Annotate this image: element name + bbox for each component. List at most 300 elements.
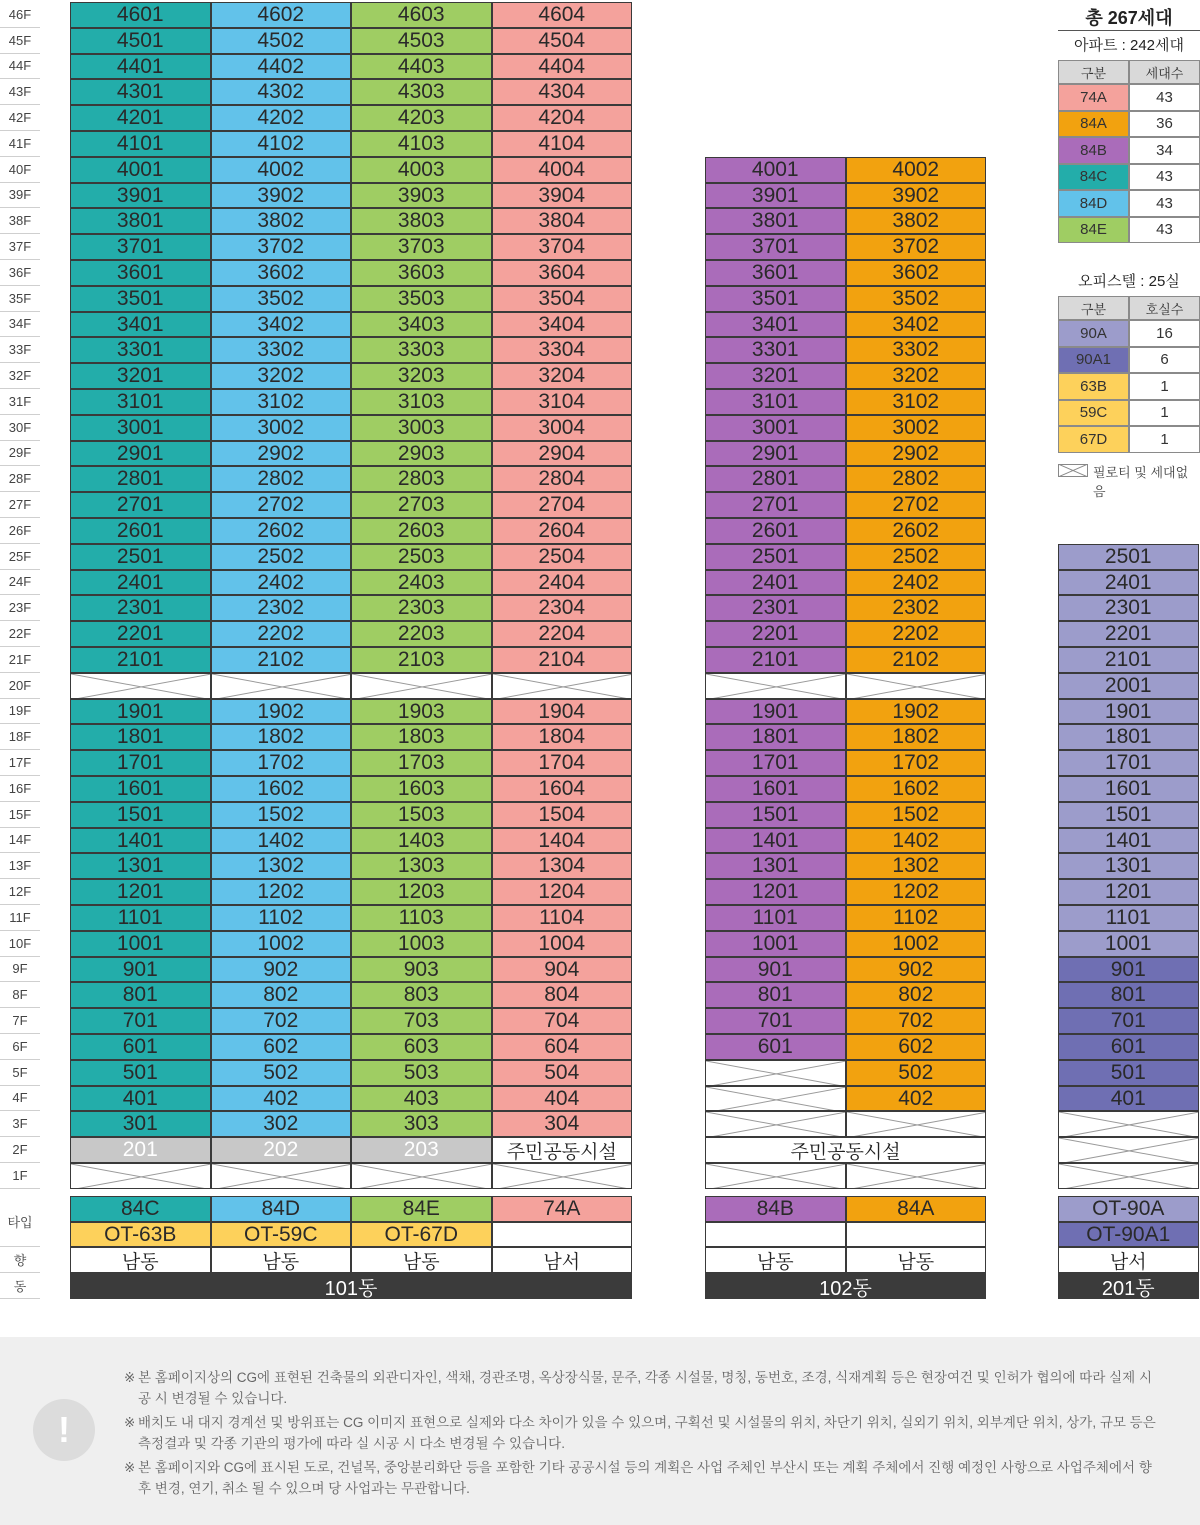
floor-label: 18F bbox=[0, 724, 40, 750]
unit-cell: 1201 bbox=[705, 879, 846, 905]
direction-label: 남동 bbox=[70, 1247, 211, 1273]
unit-cell: 3303 bbox=[351, 337, 492, 363]
community-facility: 주민공동시설 bbox=[492, 1137, 633, 1163]
floor-label: 19F bbox=[0, 699, 40, 725]
unit-cell: 3204 bbox=[492, 363, 633, 389]
unit-cell: 4502 bbox=[211, 28, 352, 54]
unit-cell: 4001 bbox=[705, 157, 846, 183]
unit-cell: 1302 bbox=[846, 853, 987, 879]
unit-cell: 4304 bbox=[492, 79, 633, 105]
unit-cell: 3202 bbox=[211, 363, 352, 389]
floor-label: 27F bbox=[0, 492, 40, 518]
disclaimer-note-1: ※ 본 홈페이지상의 CG에 표현된 건축물의 외관디자인, 색채, 경관조명, 옥상장식물, 문주, 각종 시설물, 명칭, 동번호, 조경, 식재계획 등은 현장여건 및 인허가 협의에 따라 실제 시공 시 변경될 수 있습니다. bbox=[124, 1367, 1164, 1409]
floor-label: 15F bbox=[0, 802, 40, 828]
unit-cell: 1603 bbox=[351, 776, 492, 802]
unit-cell: 501 bbox=[70, 1060, 211, 1086]
unit-cell: 3703 bbox=[351, 234, 492, 260]
unit-cell: 2304 bbox=[492, 595, 633, 621]
unit-cell: 3004 bbox=[492, 415, 633, 441]
unit-cell: 1101 bbox=[1058, 905, 1199, 931]
legend-officetel-title: 오피스텔 : 25실 bbox=[1078, 273, 1180, 290]
legend-type-swatch: 59C bbox=[1058, 400, 1129, 427]
pilotis-cell bbox=[351, 1163, 492, 1189]
direction-label: 남서 bbox=[1058, 1247, 1199, 1273]
unit-cell: 4602 bbox=[211, 2, 352, 28]
floor-label: 6F bbox=[0, 1034, 40, 1060]
floor-label: 35F bbox=[0, 286, 40, 312]
unit-cell: 903 bbox=[351, 957, 492, 983]
unit-cell: 1602 bbox=[211, 776, 352, 802]
unit-cell: 1402 bbox=[211, 828, 352, 854]
unit-cell: 2302 bbox=[211, 595, 352, 621]
unit-cell: 4102 bbox=[211, 131, 352, 157]
pilotis-cell bbox=[846, 673, 987, 699]
unit-cell: 1401 bbox=[705, 828, 846, 854]
unit-cell: 901 bbox=[705, 957, 846, 983]
unit-cell: 3801 bbox=[705, 208, 846, 234]
unit-cell: 2102 bbox=[211, 647, 352, 673]
floor-label: 32F bbox=[0, 363, 40, 389]
pilotis-cell bbox=[846, 1163, 987, 1189]
legend-count: 43 bbox=[1129, 217, 1200, 244]
floor-label: 31F bbox=[0, 389, 40, 415]
pilotis-cell bbox=[492, 673, 633, 699]
unit-cell: 1201 bbox=[1058, 879, 1199, 905]
unit-cell: 3302 bbox=[846, 337, 987, 363]
unit-cell: 4302 bbox=[211, 79, 352, 105]
unit-cell: 3403 bbox=[351, 312, 492, 338]
unit-cell: 3002 bbox=[211, 415, 352, 441]
unit-cell: 304 bbox=[492, 1111, 633, 1137]
unit-cell: 303 bbox=[351, 1111, 492, 1137]
unit-cell: 3401 bbox=[705, 312, 846, 338]
pilotis-cell bbox=[211, 673, 352, 699]
unit-cell: 3604 bbox=[492, 260, 633, 286]
unit-cell: 2801 bbox=[705, 466, 846, 492]
unit-cell: 1201 bbox=[70, 879, 211, 905]
unit-cell: 4104 bbox=[492, 131, 633, 157]
unit-cell: 1701 bbox=[1058, 750, 1199, 776]
unit-cell: 1103 bbox=[351, 905, 492, 931]
unit-cell: 603 bbox=[351, 1034, 492, 1060]
direction-label: 남동 bbox=[705, 1247, 846, 1273]
unit-cell: 1502 bbox=[211, 802, 352, 828]
pilotis-cell bbox=[70, 1163, 211, 1189]
unit-cell: 2902 bbox=[846, 441, 987, 467]
unit-cell: 901 bbox=[70, 957, 211, 983]
legend-header: 구분 bbox=[1058, 60, 1129, 84]
unit-cell: 2401 bbox=[1058, 570, 1199, 596]
unit-cell: 3102 bbox=[846, 389, 987, 415]
unit-cell: 3802 bbox=[211, 208, 352, 234]
unit-cell: 1601 bbox=[1058, 776, 1199, 802]
unit-cell: 2701 bbox=[705, 492, 846, 518]
empty-type-cell bbox=[846, 1222, 987, 1247]
unit-cell: 3901 bbox=[705, 183, 846, 209]
unit-cell: 2204 bbox=[492, 621, 633, 647]
unit-cell: 1502 bbox=[846, 802, 987, 828]
unit-cell: 4303 bbox=[351, 79, 492, 105]
unit-cell: 3801 bbox=[70, 208, 211, 234]
unit-cell: 2203 bbox=[351, 621, 492, 647]
unit-cell: 4002 bbox=[211, 157, 352, 183]
unit-cell: 1004 bbox=[492, 931, 633, 957]
unit-cell: 2301 bbox=[70, 595, 211, 621]
unit-cell: 3001 bbox=[705, 415, 846, 441]
unit-cell: 3102 bbox=[211, 389, 352, 415]
unit-cell: 2501 bbox=[70, 544, 211, 570]
unit-cell: 3301 bbox=[70, 337, 211, 363]
unit-cell: 401 bbox=[1058, 1086, 1199, 1112]
unit-cell: 4403 bbox=[351, 54, 492, 80]
pilotis-cell bbox=[705, 1163, 846, 1189]
unit-cell: 2901 bbox=[70, 441, 211, 467]
floor-label: 45F bbox=[0, 28, 40, 54]
unit-cell: 1104 bbox=[492, 905, 633, 931]
unit-cell: 3601 bbox=[705, 260, 846, 286]
direction-label: 남동 bbox=[846, 1247, 987, 1273]
unit-cell: 1904 bbox=[492, 699, 633, 725]
unit-cell: 1301 bbox=[705, 853, 846, 879]
floor-label: 4F bbox=[0, 1086, 40, 1112]
direction-label: 남동 bbox=[211, 1247, 352, 1273]
unit-cell: 2403 bbox=[351, 570, 492, 596]
unit-type-label: 84B bbox=[705, 1196, 846, 1222]
floor-label: 36F bbox=[0, 260, 40, 286]
unit-cell: 4402 bbox=[211, 54, 352, 80]
unit-cell: 1401 bbox=[70, 828, 211, 854]
floor-label: 28F bbox=[0, 466, 40, 492]
unit-cell: 1702 bbox=[846, 750, 987, 776]
unit-cell: 1001 bbox=[1058, 931, 1199, 957]
unit-cell: 1303 bbox=[351, 853, 492, 879]
unit-cell: 1202 bbox=[846, 879, 987, 905]
floor-label: 25F bbox=[0, 544, 40, 570]
unit-cell: 3502 bbox=[846, 286, 987, 312]
unit-cell: 1801 bbox=[70, 724, 211, 750]
floor-label: 26F bbox=[0, 518, 40, 544]
unit-cell: 4301 bbox=[70, 79, 211, 105]
unit-cell: 2502 bbox=[211, 544, 352, 570]
building-label: 201동 bbox=[1058, 1273, 1199, 1299]
unit-cell: 4004 bbox=[492, 157, 633, 183]
unit-cell: 702 bbox=[846, 1008, 987, 1034]
unit-cell: 2303 bbox=[351, 595, 492, 621]
floor-label: 5F bbox=[0, 1060, 40, 1086]
unit-cell: 2001 bbox=[1058, 673, 1199, 699]
unit-type-label: 84E bbox=[351, 1196, 492, 1222]
pilotis-cell bbox=[1058, 1137, 1199, 1163]
legend-total: 총 267세대 bbox=[1085, 8, 1173, 28]
unit-cell: 503 bbox=[351, 1060, 492, 1086]
floor-label: 22F bbox=[0, 621, 40, 647]
floor-label: 37F bbox=[0, 234, 40, 260]
empty-type-cell bbox=[705, 1222, 846, 1247]
unit-cell: 2201 bbox=[70, 621, 211, 647]
floor-label: 42F bbox=[0, 105, 40, 131]
unit-cell: 3501 bbox=[70, 286, 211, 312]
unit-type-label: 84D bbox=[211, 1196, 352, 1222]
unit-cell: 4501 bbox=[70, 28, 211, 54]
unit-cell: 1101 bbox=[705, 905, 846, 931]
unit-cell: 301 bbox=[70, 1111, 211, 1137]
unit-cell: 701 bbox=[1058, 1008, 1199, 1034]
floor-label: 23F bbox=[0, 595, 40, 621]
legend-type-swatch: 90A1 bbox=[1058, 347, 1129, 374]
legend-type-swatch: 84C bbox=[1058, 164, 1129, 191]
unit-cell: 2404 bbox=[492, 570, 633, 596]
unit-cell: 1404 bbox=[492, 828, 633, 854]
unit-cell: 1901 bbox=[705, 699, 846, 725]
building-label: 102동 bbox=[705, 1273, 986, 1299]
unit-type-label: 84C bbox=[70, 1196, 211, 1222]
note-marker: ※ bbox=[124, 1415, 136, 1430]
unit-cell: 1901 bbox=[70, 699, 211, 725]
legend-count: 43 bbox=[1129, 84, 1200, 111]
unit-cell: 2501 bbox=[1058, 544, 1199, 570]
floor-label: 39F bbox=[0, 183, 40, 209]
row-label-type: 타입 bbox=[0, 1196, 40, 1247]
officetel-type-label: OT-67D bbox=[351, 1222, 492, 1247]
unit-cell: 803 bbox=[351, 982, 492, 1008]
floor-label: 9F bbox=[0, 957, 40, 983]
unit-cell: 702 bbox=[211, 1008, 352, 1034]
unit-cell: 902 bbox=[846, 957, 987, 983]
unit-cell: 3702 bbox=[846, 234, 987, 260]
floor-label: 44F bbox=[0, 54, 40, 80]
legend-count: 1 bbox=[1129, 373, 1200, 400]
unit-cell: 4201 bbox=[70, 105, 211, 131]
unit-cell: 501 bbox=[1058, 1060, 1199, 1086]
floor-label: 10F bbox=[0, 931, 40, 957]
pilotis-cell bbox=[1058, 1111, 1199, 1137]
unit-cell: 2701 bbox=[70, 492, 211, 518]
unit-cell: 904 bbox=[492, 957, 633, 983]
row-label-building: 동 bbox=[0, 1273, 40, 1299]
legend-count: 1 bbox=[1129, 426, 1200, 453]
unit-cell: 1501 bbox=[1058, 802, 1199, 828]
unit-cell: 1001 bbox=[705, 931, 846, 957]
legend-count: 43 bbox=[1129, 190, 1200, 217]
unit-cell: 1402 bbox=[846, 828, 987, 854]
unit-cell: 1903 bbox=[351, 699, 492, 725]
legend-header: 세대수 bbox=[1129, 60, 1200, 84]
floor-label: 33F bbox=[0, 337, 40, 363]
unit-cell: 3903 bbox=[351, 183, 492, 209]
floor-label: 1F bbox=[0, 1163, 40, 1189]
unit-cell: 1301 bbox=[1058, 853, 1199, 879]
unit-cell: 2804 bbox=[492, 466, 633, 492]
unit-cell: 3402 bbox=[211, 312, 352, 338]
floor-label: 3F bbox=[0, 1111, 40, 1137]
unit-cell: 802 bbox=[846, 982, 987, 1008]
floor-label: 43F bbox=[0, 79, 40, 105]
unit-cell: 1901 bbox=[1058, 699, 1199, 725]
unit-cell: 3201 bbox=[705, 363, 846, 389]
unit-cell: 2604 bbox=[492, 518, 633, 544]
floor-label: 30F bbox=[0, 415, 40, 441]
unit-cell: 3602 bbox=[211, 260, 352, 286]
unit-cell: 3902 bbox=[846, 183, 987, 209]
floor-label: 12F bbox=[0, 879, 40, 905]
unit-cell: 2104 bbox=[492, 647, 633, 673]
note-marker: ※ bbox=[124, 1460, 136, 1475]
disabled-unit-cell: 203 bbox=[351, 1137, 492, 1163]
unit-cell: 601 bbox=[1058, 1034, 1199, 1060]
unit-cell: 3301 bbox=[705, 337, 846, 363]
unit-cell: 2101 bbox=[70, 647, 211, 673]
unit-cell: 302 bbox=[211, 1111, 352, 1137]
legend-header: 구분 bbox=[1058, 296, 1129, 320]
building-label: 101동 bbox=[70, 1273, 632, 1299]
pilotis-cell bbox=[846, 1111, 987, 1137]
unit-cell: 2902 bbox=[211, 441, 352, 467]
officetel-type-label: OT-63B bbox=[70, 1222, 211, 1247]
unit-cell: 2904 bbox=[492, 441, 633, 467]
unit-cell: 1804 bbox=[492, 724, 633, 750]
unit-cell: 4001 bbox=[70, 157, 211, 183]
unit-cell: 3702 bbox=[211, 234, 352, 260]
unit-cell: 3302 bbox=[211, 337, 352, 363]
unit-cell: 502 bbox=[846, 1060, 987, 1086]
unit-cell: 2802 bbox=[211, 466, 352, 492]
legend-type-swatch: 84E bbox=[1058, 217, 1129, 244]
unit-cell: 801 bbox=[1058, 982, 1199, 1008]
floor-label: 16F bbox=[0, 776, 40, 802]
unit-cell: 3904 bbox=[492, 183, 633, 209]
unit-cell: 1604 bbox=[492, 776, 633, 802]
legend-type-swatch: 74A bbox=[1058, 84, 1129, 111]
unit-cell: 3202 bbox=[846, 363, 987, 389]
unit-cell: 1801 bbox=[705, 724, 846, 750]
pilotis-cell bbox=[211, 1163, 352, 1189]
unit-cell: 1102 bbox=[211, 905, 352, 931]
unit-cell: 2704 bbox=[492, 492, 633, 518]
legend-count: 43 bbox=[1129, 164, 1200, 191]
unit-cell: 902 bbox=[211, 957, 352, 983]
unit-cell: 3803 bbox=[351, 208, 492, 234]
unit-cell: 4202 bbox=[211, 105, 352, 131]
floor-label: 2F bbox=[0, 1137, 40, 1163]
direction-label: 남동 bbox=[351, 1247, 492, 1273]
unit-cell: 402 bbox=[211, 1086, 352, 1112]
unit-cell: 2201 bbox=[1058, 621, 1199, 647]
unit-cell: 1902 bbox=[846, 699, 987, 725]
unit-cell: 1304 bbox=[492, 853, 633, 879]
unit-cell: 2302 bbox=[846, 595, 987, 621]
unit-cell: 2201 bbox=[705, 621, 846, 647]
unit-cell: 2103 bbox=[351, 647, 492, 673]
unit-cell: 3002 bbox=[846, 415, 987, 441]
disclaimer-note-2: ※ 배치도 내 대지 경계선 및 방위표는 CG 이미지 표현으로 실제와 다소 차이가 있을 수 있으며, 구획선 및 시설물의 위치, 차단기 위치, 실외기 위치, 외부계단 위치, 상가, 규모 등은 측정결과 및 각종 기관의 평가에 따라 실 시공 시 다소 변경될 수 있습니다. bbox=[124, 1412, 1164, 1454]
unit-cell: 4203 bbox=[351, 105, 492, 131]
unit-cell: 403 bbox=[351, 1086, 492, 1112]
unit-cell: 4603 bbox=[351, 2, 492, 28]
unit-cell: 2903 bbox=[351, 441, 492, 467]
unit-cell: 1704 bbox=[492, 750, 633, 776]
unit-cell: 3001 bbox=[70, 415, 211, 441]
floor-label: 20F bbox=[0, 673, 40, 699]
legend-count: 34 bbox=[1129, 137, 1200, 164]
unit-cell: 804 bbox=[492, 982, 633, 1008]
unit-cell: 2803 bbox=[351, 466, 492, 492]
legend-type-swatch: 84A bbox=[1058, 111, 1129, 138]
legend-count: 16 bbox=[1129, 320, 1200, 347]
legend-type-swatch: 84D bbox=[1058, 190, 1129, 217]
unit-cell: 2504 bbox=[492, 544, 633, 570]
unit-cell: 502 bbox=[211, 1060, 352, 1086]
unit-cell: 1803 bbox=[351, 724, 492, 750]
unit-cell: 2602 bbox=[211, 518, 352, 544]
unit-cell: 2502 bbox=[846, 544, 987, 570]
unit-cell: 3701 bbox=[705, 234, 846, 260]
unit-cell: 3101 bbox=[70, 389, 211, 415]
unit-cell: 1702 bbox=[211, 750, 352, 776]
unit-cell: 3103 bbox=[351, 389, 492, 415]
unit-cell: 2301 bbox=[705, 595, 846, 621]
unit-cell: 3701 bbox=[70, 234, 211, 260]
unit-cell: 3504 bbox=[492, 286, 633, 312]
unit-cell: 1503 bbox=[351, 802, 492, 828]
unit-cell: 1101 bbox=[70, 905, 211, 931]
legend-type-swatch: 67D bbox=[1058, 426, 1129, 453]
unit-cell: 404 bbox=[492, 1086, 633, 1112]
unit-cell: 2101 bbox=[1058, 647, 1199, 673]
unit-cell: 2601 bbox=[70, 518, 211, 544]
unit-cell: 402 bbox=[846, 1086, 987, 1112]
alert-icon: ! bbox=[33, 1399, 95, 1461]
unit-cell: 1202 bbox=[211, 879, 352, 905]
floor-label: 11F bbox=[0, 905, 40, 931]
unit-cell: 2401 bbox=[705, 570, 846, 596]
unit-cell: 1001 bbox=[70, 931, 211, 957]
unit-cell: 1501 bbox=[70, 802, 211, 828]
unit-cell: 1002 bbox=[846, 931, 987, 957]
unit-cell: 3101 bbox=[705, 389, 846, 415]
pilotis-legend-icon bbox=[1058, 464, 1088, 477]
unit-cell: 3601 bbox=[70, 260, 211, 286]
floor-label: 17F bbox=[0, 750, 40, 776]
unit-cell: 1802 bbox=[211, 724, 352, 750]
unit-cell: 604 bbox=[492, 1034, 633, 1060]
unit-cell: 3502 bbox=[211, 286, 352, 312]
unit-cell: 2401 bbox=[70, 570, 211, 596]
legend-type-swatch: 90A bbox=[1058, 320, 1129, 347]
unit-cell: 2402 bbox=[211, 570, 352, 596]
unit-cell: 2202 bbox=[211, 621, 352, 647]
unit-cell: 3201 bbox=[70, 363, 211, 389]
unit-cell: 1601 bbox=[70, 776, 211, 802]
unit-cell: 3901 bbox=[70, 183, 211, 209]
unit-cell: 2503 bbox=[351, 544, 492, 570]
pilotis-cell bbox=[705, 1086, 846, 1112]
unit-cell: 4604 bbox=[492, 2, 633, 28]
unit-cell: 2603 bbox=[351, 518, 492, 544]
legend-type-swatch: 84B bbox=[1058, 137, 1129, 164]
unit-cell: 704 bbox=[492, 1008, 633, 1034]
unit-cell: 2301 bbox=[1058, 595, 1199, 621]
legend-count: 6 bbox=[1129, 347, 1200, 374]
unit-cell: 4002 bbox=[846, 157, 987, 183]
floor-label: 13F bbox=[0, 853, 40, 879]
unit-cell: 4503 bbox=[351, 28, 492, 54]
empty-type-cell bbox=[492, 1222, 633, 1247]
floor-label: 8F bbox=[0, 982, 40, 1008]
unit-cell: 703 bbox=[351, 1008, 492, 1034]
unit-cell: 3804 bbox=[492, 208, 633, 234]
pilotis-cell bbox=[705, 1111, 846, 1137]
unit-cell: 1501 bbox=[705, 802, 846, 828]
